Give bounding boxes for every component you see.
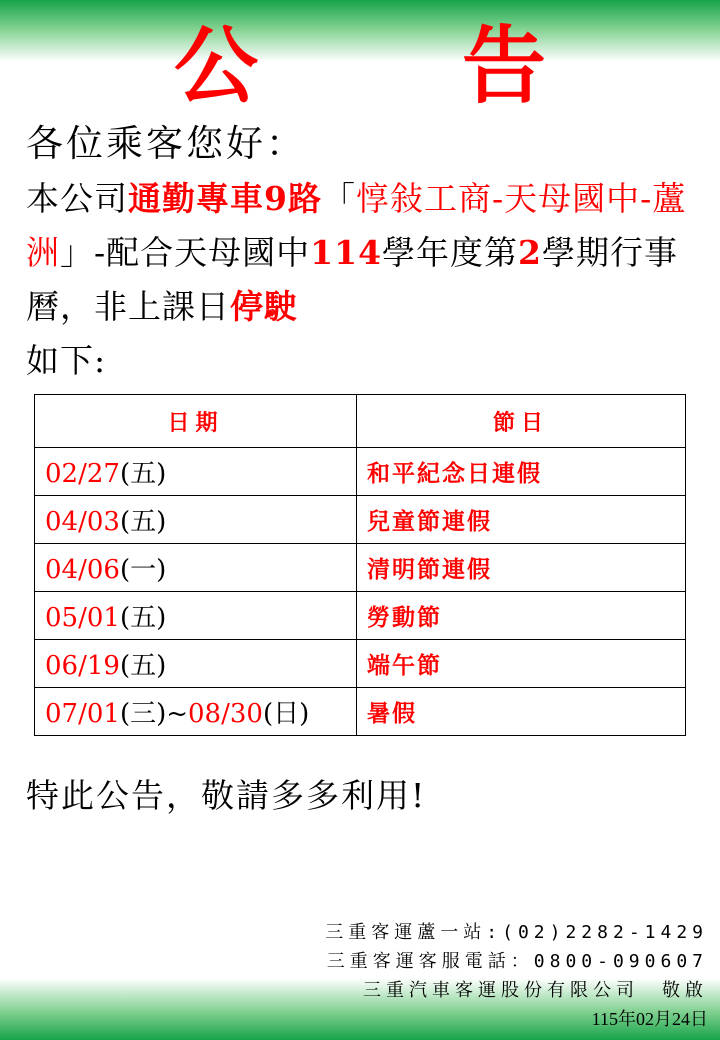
route-suffix: 路 [287, 179, 322, 218]
schedule-table [34, 394, 686, 736]
weekday: (三)~ [119, 699, 189, 729]
date-value: 02/27 [45, 459, 120, 489]
holiday-cell: 清明節連假 [357, 544, 686, 592]
date-value: 04/03 [45, 507, 120, 537]
holiday-cell: 端午節 [357, 640, 686, 688]
closing-remark: 特此公告，敬請多多利用! [26, 776, 427, 815]
footer-signature [325, 918, 708, 1034]
date-value: 04/06 [45, 555, 120, 585]
date-cell [35, 544, 357, 592]
table-row [35, 688, 686, 736]
table-row [35, 640, 686, 688]
holiday-cell: 兒童節連假 [357, 496, 686, 544]
weekday: (五) [119, 651, 167, 681]
table-row [35, 544, 686, 592]
weekday: (五) [119, 459, 167, 489]
weekday: (五) [119, 507, 167, 537]
issue-date: 115年02月24日 [591, 1009, 708, 1029]
route-name: 通勤專車 [128, 179, 264, 218]
weekday-end: (日) [262, 699, 310, 729]
date-end-value: 08/30 [188, 699, 263, 729]
table-row [35, 448, 686, 496]
date-value: 07/01 [45, 699, 120, 729]
notice-title: 公 告 [173, 17, 606, 115]
term-number: 2 [518, 233, 543, 272]
header-date: 日期 [35, 395, 357, 448]
notice-body [26, 172, 706, 388]
date-cell [35, 688, 357, 736]
greeting: 各位乘客您好： [26, 122, 306, 165]
route-number: 9 [264, 179, 288, 218]
table-row [35, 496, 686, 544]
weekday: (一) [119, 555, 167, 585]
date-cell [35, 640, 357, 688]
date-cell [35, 496, 357, 544]
quote-close: 」 [60, 233, 94, 272]
date-cell [35, 592, 357, 640]
date-value: 06/19 [45, 651, 120, 681]
holiday-cell: 暑假 [357, 688, 686, 736]
date-cell [35, 448, 357, 496]
service-phone: 三重客運客服電話：0800-090607 [326, 951, 708, 972]
body-term-suffix: 學期行事曆，非上課日 [26, 233, 679, 326]
date-value: 05/01 [45, 603, 120, 633]
holiday-cell: 勞動節 [357, 592, 686, 640]
company-sign: 三重汽車客運股份有限公司 敬啟 [363, 980, 708, 1001]
weekday: (五) [119, 603, 167, 633]
suspend-label: 停駛 [230, 287, 298, 326]
route-stops: 惇敍工商-天母國中-蘆洲 [26, 179, 687, 272]
school-year: 114 [310, 233, 383, 272]
body-term-prefix: 學年度第 [382, 233, 519, 272]
table-header-row [35, 395, 686, 448]
body-school: -配合天母國中 [94, 233, 311, 272]
body-end: 如下: [26, 341, 107, 380]
station-phone: 三重客運蘆一站:(02)2282-1429 [325, 922, 708, 943]
body-intro: 本公司 [26, 179, 128, 218]
header-holiday: 節日 [357, 395, 686, 448]
holiday-cell: 和平紀念日連假 [357, 448, 686, 496]
table-row [35, 592, 686, 640]
quote-open: 「 [321, 179, 356, 218]
